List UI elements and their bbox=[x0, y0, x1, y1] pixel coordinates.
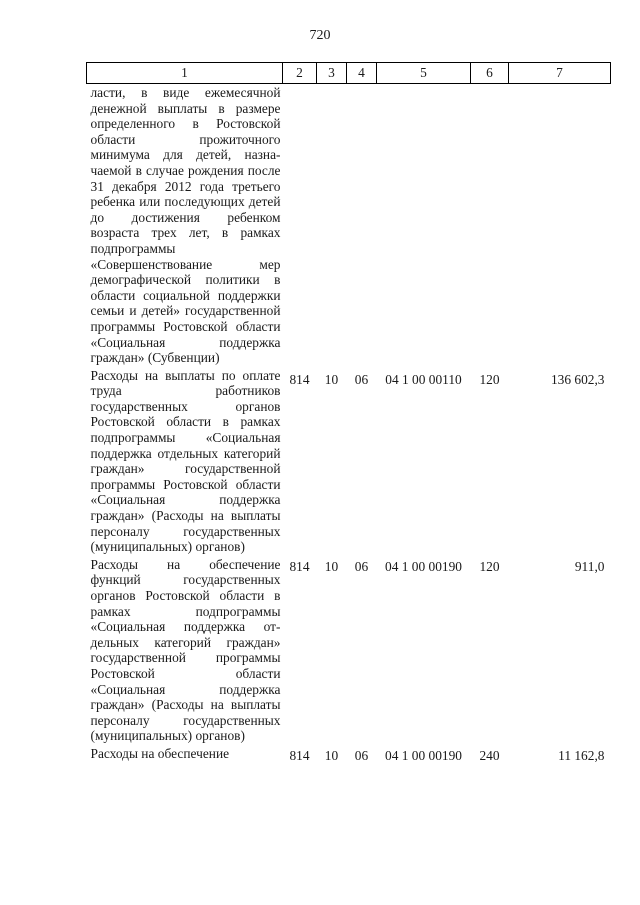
row-description: ласти, в виде ежемесячной денежной выплаты в размере определенного в Ростовской области прожиточного минимума для детей, назначаемой в случае рождения после 31 декабря 2012 года третьего ребенка или последующих детей до достижения ребенком возраста трех лет, в рамках подпрограммы «Совершенствование мер демографической политики в области социальной поддержки семьи и детей» государственной программы Ростовской области «Социальная поддержка граждан» (Субвенции) bbox=[90, 85, 281, 366]
row-section bbox=[317, 84, 347, 366]
row-subsection bbox=[347, 84, 377, 366]
row-amount: 911,0 bbox=[574, 558, 605, 574]
row-amount: 11 162,8 bbox=[558, 747, 605, 763]
row-section: 10 bbox=[324, 747, 339, 763]
row-target-article: 04 1 00 00190 bbox=[385, 747, 462, 763]
column-header-section: 3 bbox=[317, 63, 347, 84]
column-header-subsection: 4 bbox=[347, 63, 377, 84]
table-header bbox=[87, 63, 611, 84]
row-subsection: 06 bbox=[354, 371, 369, 387]
row-description: Расходы на обеспечение функций государственных органов Ростовской области в рамках подпрограммы «Социальная поддержка отдельных категорий граждан» государственной программы Ростовской области «Социальная поддержка граждан» (Расходы на выплаты персоналу государственных (муниципальных) органов) bbox=[90, 556, 281, 744]
column-header-amount: 7 bbox=[509, 63, 611, 84]
column-header-description: 1 bbox=[87, 63, 283, 84]
column-header-expense-type: 6 bbox=[471, 63, 509, 84]
column-header-target-article: 5 bbox=[377, 63, 471, 84]
row-description: Расходы на выплаты по оплате труда работников государственных органов Ростовской области в рамках подпрограммы «Социальная поддержка отдельных категорий граждан» государственной программы Ростовской области «Социальная поддержка граждан» (Расходы на выплаты персоналу государственных (муниципальных) органов) bbox=[90, 367, 281, 555]
row-description: Расходы на обеспечение bbox=[90, 745, 230, 761]
table-row bbox=[87, 84, 611, 366]
table-row bbox=[87, 555, 611, 744]
row-section: 10 bbox=[324, 371, 339, 387]
row-ministry bbox=[283, 84, 317, 366]
row-target-article: 04 1 00 00190 bbox=[385, 558, 462, 574]
row-expense-type: 120 bbox=[479, 558, 500, 574]
budget-table bbox=[86, 62, 611, 764]
row-expense-type bbox=[471, 84, 509, 366]
page-number: 720 bbox=[309, 28, 331, 43]
row-subsection: 06 bbox=[354, 558, 369, 574]
row-expense-type: 240 bbox=[479, 747, 500, 763]
row-amount: 136 602,3 bbox=[550, 371, 605, 387]
row-target-article bbox=[377, 84, 471, 366]
row-amount bbox=[509, 84, 611, 366]
row-ministry: 814 bbox=[289, 371, 310, 387]
row-target-article: 04 1 00 00110 bbox=[385, 371, 462, 387]
column-header-ministry: 2 bbox=[283, 63, 317, 84]
table-row bbox=[87, 744, 611, 764]
row-section: 10 bbox=[324, 558, 339, 574]
row-subsection: 06 bbox=[354, 747, 369, 763]
row-expense-type: 120 bbox=[479, 371, 500, 387]
row-ministry: 814 bbox=[289, 558, 310, 574]
row-ministry: 814 bbox=[289, 747, 310, 763]
table-row bbox=[87, 366, 611, 555]
